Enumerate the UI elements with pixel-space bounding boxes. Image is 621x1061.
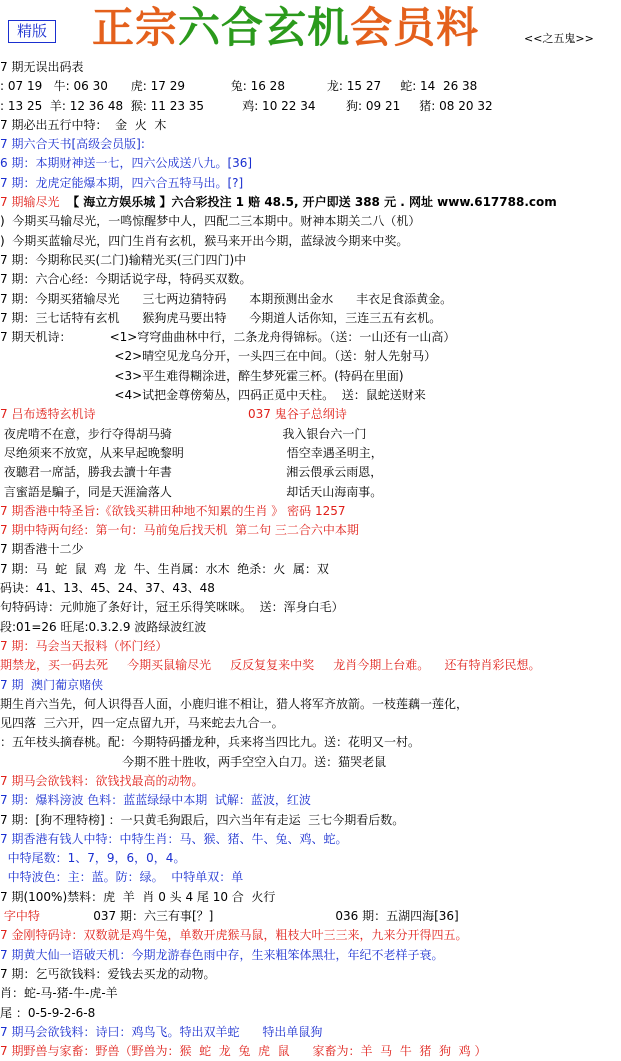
- title-char: 合: [221, 3, 265, 52]
- text-line: [0, 425, 621, 444]
- text-segment: 尽绝须来不放宽，从来早起晚黎明 悟空幸遇圣明主，: [0, 445, 383, 460]
- text-segment: 7 期天机诗： <1>穹穹曲曲林中行，二条龙舟得锦标。（送：一山还有一山高）: [0, 330, 456, 345]
- text-line: [0, 560, 621, 579]
- page-title: [92, 2, 479, 54]
- text-line: [0, 251, 621, 270]
- text-segment: 中特波色：主：蓝。防：绿。 中特单双：单: [0, 870, 244, 885]
- text-line: [0, 328, 621, 347]
- text-line: [0, 270, 621, 289]
- text-segment: : 13 25 羊: 12 36 48 猴: 11 23 35 鸡: 10 22 34 狗: 09 21 猪: 08 20 32: [0, 98, 493, 113]
- text-segment: ) 今期买马输尽光，一鸣惊醒梦中人，四配二三本期中。财神本期关二八（机）: [0, 214, 421, 229]
- text-segment: 句特码诗：元帅施了条好计，冠王乐得笑咪咪。 送：浑身白毛）: [0, 600, 344, 615]
- text-line: [0, 1004, 621, 1023]
- text-segment: 码诀：41、13、45、24、37、43、48: [0, 581, 215, 596]
- edition-badge: 精版: [8, 20, 56, 43]
- text-line: [0, 444, 621, 463]
- text-line: [0, 502, 621, 521]
- text-line: [0, 984, 621, 1003]
- text-segment: 字中特: [0, 909, 48, 924]
- text-segment: 7 期：马会当天报料（怀门经）: [0, 638, 168, 653]
- text-segment: 7 期：龙虎定能爆本期，四六合五特马出。[?]: [0, 175, 244, 190]
- text-line: [0, 309, 621, 328]
- title-char: 六: [178, 3, 222, 52]
- text-segment: 7 期野兽与家畜：野兽（野兽为：猴 蛇 龙 兔 虎 鼠 家畜为：羊 马 牛 猪 狗 鸡 ）: [0, 1044, 487, 1059]
- text-segment: <3>平生难得糊涂进，醉生梦死霍三杯。(特码在里面): [0, 368, 404, 383]
- text-segment: 7 期马会欲钱料：欲钱找最高的动物。: [0, 773, 204, 788]
- text-segment: 7 期：六合心经：今期话说字母，特码买双数。: [0, 272, 252, 287]
- text-line: [0, 579, 621, 598]
- text-line: [0, 926, 621, 945]
- text-line: [0, 212, 621, 231]
- page-subtitle: <<之五鬼>>: [524, 32, 594, 45]
- text-segment: ) 今期买蓝输尽光，四门生肖有玄机，猴马来开出今期，蓝绿波今期来中奖。: [0, 233, 409, 248]
- text-segment: 037 期：六三有事[？] 036 期：五湖四海[36]: [47, 909, 459, 924]
- title-char: 机: [307, 3, 351, 52]
- text-line: [0, 367, 621, 386]
- text-segment: 【 海立方娱乐城 】六合彩投注 1 赔 48.5, 开户即送 388 元 . 网址 www.617788.com: [67, 195, 557, 210]
- title-char: 宗: [135, 3, 179, 52]
- text-segment: 期禁龙，买一码去死 今期买鼠输尽光 反反复复来中奖 龙肖今期上台难。 还有特肖彩民想。: [0, 658, 541, 673]
- text-segment: : 07 19 牛: 06 30 虎: 17 29 兔: 16 28 龙: 15 27 蛇: 14 26 38: [0, 79, 478, 94]
- text-line: [0, 290, 621, 309]
- text-segment: 7 期香港中特圣旨:《欲钱买耕田种地不知累的生肖 》 密码 1257: [0, 503, 346, 518]
- text-segment: 7 期中特两句经：第一句：马前兔后找天机 第二句 三二合六中本期: [0, 523, 359, 538]
- text-line: [0, 830, 621, 849]
- text-line: [0, 1023, 621, 1042]
- text-line: [0, 868, 621, 887]
- text-line: [0, 386, 621, 405]
- text-segment: <2>晴空见龙乌分开，一头四三在中间。（送：射人先射马）: [0, 349, 437, 364]
- text-segment: 中特尾数：1、7，9，6，0，4。: [0, 851, 186, 866]
- text-segment: 7 期黄大仙一语破天机：今期龙游春色雨中存，生来粗笨体黑壮，年纪不老样子衰。: [0, 947, 444, 962]
- text-segment: 7 期：乞丐欲钱料：爱钱去买龙的动物。: [0, 966, 216, 981]
- text-line: [0, 618, 621, 637]
- text-segment: 夜虎啃不在意，步行夺得胡马骑 我入银台六一门: [0, 426, 367, 441]
- text-segment: 7 金刚特码诗：双数就是鸡牛兔，单数开虎猴马鼠，粗枝大叶三三来，九来分开得四五。: [0, 928, 468, 943]
- text-segment: 期生肖六当先，何人识得吾人面，小鹿归谁不相让，猎人将军齐放箭。一枝莲藕一莲化，: [0, 696, 469, 711]
- text-line: [0, 521, 621, 540]
- text-segment: 7 期必出五行中特： 金 火 木: [0, 117, 167, 132]
- title-char: 料: [436, 3, 480, 52]
- text-segment: 6 期：本期财神送一七，四六公成送八九。[36]: [0, 156, 253, 171]
- text-line: [0, 888, 621, 907]
- text-segment: 7 期：[狗不理特榜] ：一只黄毛狗跟后，四六当年有走运 三七今期看后数。: [0, 812, 405, 827]
- text-segment: 今期不胜十胜收，两手空空入白刀。送：猫哭老鼠: [0, 754, 387, 769]
- text-segment: 7 期：今期买猪输尽光 三七两边猜特码 本期预测出金水 丰衣足食添黄金。: [0, 291, 453, 306]
- text-segment: 见四落 三六开，四一定点留九开，马来蛇去九合一。: [0, 716, 284, 731]
- text-line: [0, 347, 621, 366]
- content-list: [0, 58, 621, 1061]
- page-header: [0, 0, 621, 58]
- text-line: [0, 135, 621, 154]
- text-line: [0, 733, 621, 752]
- text-segment: 7 期 澳门葡京赌侠: [0, 677, 104, 692]
- text-segment: 7 期输尽光: [0, 195, 68, 210]
- text-line: [0, 714, 621, 733]
- text-segment: 7 吕布透特玄机诗 037 鬼谷子总纲诗: [0, 407, 347, 422]
- text-line: [0, 483, 621, 502]
- text-line: [0, 637, 621, 656]
- text-segment: 段:01=26 旺尾:0.3.2.9 波路绿波红波: [0, 619, 207, 634]
- text-segment: 尾 ：0-5-9-2-6-8: [0, 1005, 96, 1020]
- text-line: [0, 540, 621, 559]
- text-line: [0, 193, 621, 212]
- text-line: [0, 598, 621, 617]
- text-segment: 言蜜語是騙子，同是天涯淪落人 却话天山海南事。: [0, 484, 383, 499]
- text-line: [0, 58, 621, 77]
- text-line: [0, 116, 621, 135]
- title-char: 会: [350, 3, 394, 52]
- text-line: [0, 1042, 621, 1061]
- text-line: [0, 695, 621, 714]
- text-line: [0, 405, 621, 424]
- text-segment: 夜聽君一席話，勝我去讀十年書 湘云偎承云雨恩，: [0, 465, 383, 480]
- title-char: 玄: [264, 3, 308, 52]
- text-line: [0, 97, 621, 116]
- text-segment: ：五年枝头摘春桃。配：今期特码播龙种，兵来将当四比九。送：花明又一村。: [0, 735, 421, 750]
- text-segment: 7 期：三七话特有玄机 猴狗虎马要出特 今期道人话你知，三连三五有玄机。: [0, 310, 442, 325]
- text-segment: 7 期香港有钱人中特：中特生肖：马、猴、猪、牛、兔、鸡、蛇。: [0, 831, 348, 846]
- text-line: [0, 772, 621, 791]
- text-line: [0, 676, 621, 695]
- text-segment: 7 期：马 蛇 鼠 鸡 龙 牛、生肖属：水木 绝杀：火 属：双: [0, 561, 329, 576]
- text-line: [0, 811, 621, 830]
- text-line: [0, 753, 621, 772]
- text-segment: 7 期(100%)禁料：虎 羊 肖 0 头 4 尾 10 合 火行: [0, 889, 276, 904]
- text-segment: 肖：蛇-马-猪-牛-虎-羊: [0, 986, 118, 1001]
- text-line: [0, 791, 621, 810]
- text-line: [0, 656, 621, 675]
- title-char: 正: [92, 3, 136, 52]
- text-segment: 7 期：爆料滂波 色料：蓝蓝绿绿中本期 试解：蓝波，红波: [0, 793, 311, 808]
- text-line: [0, 946, 621, 965]
- text-line: [0, 849, 621, 868]
- text-segment: 7 期马会欲钱料：诗曰：鸡鸟飞。特出双羊蛇 特出单鼠狗: [0, 1024, 323, 1039]
- text-segment: 7 期：今期称民买(二门)输精光买(三门四门)中: [0, 252, 247, 267]
- text-line: [0, 907, 621, 926]
- text-line: [0, 77, 621, 96]
- text-line: [0, 463, 621, 482]
- text-line: [0, 232, 621, 251]
- text-segment: 7 期香港十二少: [0, 542, 84, 557]
- text-line: [0, 965, 621, 984]
- text-segment: 7 期无误出码表: [0, 60, 84, 74]
- text-line: [0, 154, 621, 173]
- title-char: 员: [393, 3, 437, 52]
- text-segment: <4>试把金尊傍菊丛，四码正觅中天柱。 送：鼠蛇送财来: [0, 388, 426, 403]
- text-line: [0, 174, 621, 193]
- text-segment: 7 期六合天书[高级会员版]:: [0, 137, 145, 152]
